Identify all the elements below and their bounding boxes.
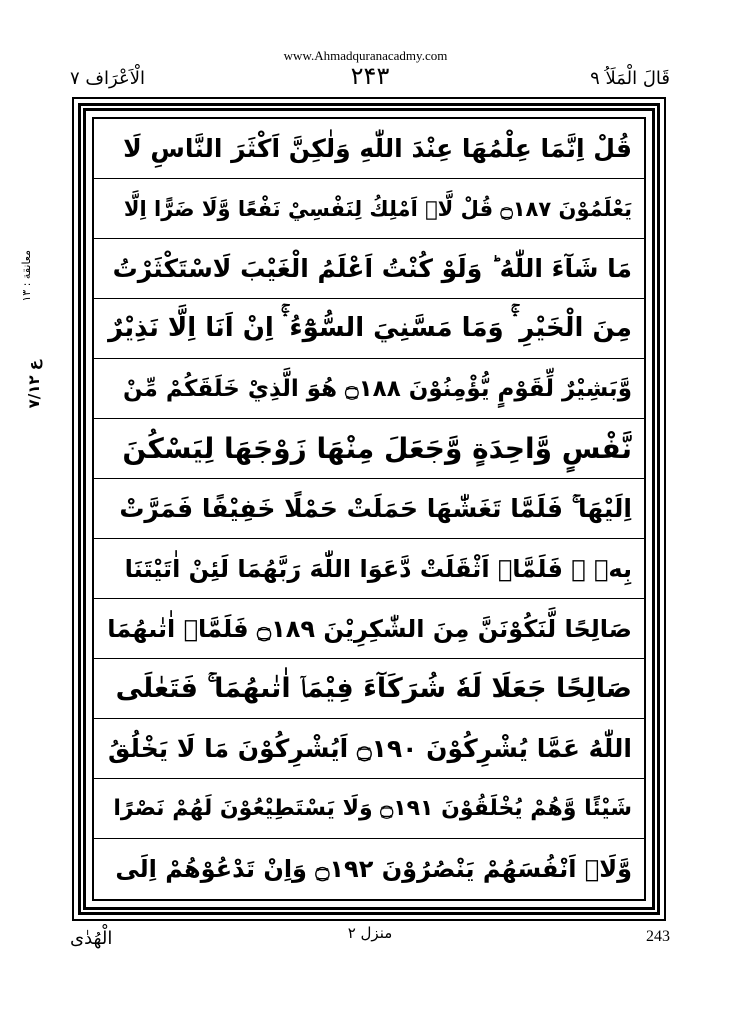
text-line: مَا شَآءَ اللّٰهُ ؕ وَلَوْ كُنْتُ اَعْلَمُ الْغَيْبَ لَاسْتَكْثَرْتُ	[94, 239, 644, 299]
text-line: اِلَيْهَا ۚ فَلَمَّا تَغَشّٰهَا حَمَلَتْ حَمْلًا خَفِيْفًا فَمَرَّتْ	[94, 479, 644, 539]
catchword: الْهُدٰى	[70, 928, 113, 949]
text-line: وَّبَشِيْرٌ لِّقَوْمٍ يُّؤْمِنُوْنَ ۝۱۸۸ هُوَ الَّذِيْ خَلَقَكُمْ مِّنْ	[94, 359, 644, 419]
surah-name: الْاَعْرَاف ۷	[70, 68, 145, 89]
text-line: وَّلَاۤ اَنْفُسَهُمْ يَنْصُرُوْنَ ۝۱۹۲ وَاِنْ تَدْعُوْهُمْ اِلَى	[115, 855, 632, 883]
text-line: مِنَ الْخَيْرِ ۛۚ وَمَا مَسَّنِيَ السُّوْٓءُ ۛۚ اِنْ اَنَا اِلَّا نَذِيْرٌ	[94, 299, 644, 359]
page-number: 243	[646, 928, 670, 945]
manzil-label: منزل ۲	[347, 924, 393, 942]
juz-name: قَالَ الْمَلَاُ ۹	[590, 68, 670, 89]
margin-note: معانقة : ۱۳	[20, 250, 33, 302]
text-line: صَالِحًا جَعَلَا لَهٗ شُرَكَآءَ فِيْمَاۤ اٰتٰىهُمَا ۚ فَتَعٰلَى	[94, 659, 644, 719]
page-footer	[70, 924, 670, 956]
text-line: نَّفْسٍ وَّاحِدَةٍ وَّجَعَلَ مِنْهَا زَوْجَهَا لِيَسْكُنَ	[94, 419, 644, 479]
page-number-arabic: ۲۴۳	[350, 62, 390, 90]
text-line: بِهٖ ۚ فَلَمَّاۤ اَثْقَلَتْ دَّعَوَا اللّٰهَ رَبَّهُمَا لَئِنْ اٰتَيْتَنَا	[94, 539, 644, 599]
text-line: قُلْ اِنَّمَا عِلْمُهَا عِنْدَ اللّٰهِ وَلٰكِنَّ اَكْثَرَ النَّاسِ لَا	[94, 119, 644, 179]
text-line: صَالِحًا لَّنَكُوْنَنَّ مِنَ الشّٰكِرِيْنَ ۝۱۸۹ فَلَمَّاۤ اٰتٰىهُمَا	[94, 599, 644, 659]
text-line: شَيْئًا وَّهُمْ يُخْلَقُوْنَ ۝۱۹۱ وَلَا يَسْتَطِيْعُوْنَ لَهُمْ نَصْرًا	[94, 779, 644, 839]
text-line: يَعْلَمُوْنَ ۝۱۸۷ قُلْ لَّاۤ اَمْلِكُ لِنَفْسِيْ نَفْعًا وَّلَا ضَرًّا اِلَّا	[94, 179, 644, 239]
quran-text-block	[94, 119, 644, 899]
ruku-mark: ع ۷/۱۲	[25, 360, 43, 409]
page-header	[70, 62, 670, 96]
website-url: www.Ahmadquranacadmy.com	[283, 48, 448, 63]
text-line: اللّٰهُ عَمَّا يُشْرِكُوْنَ ۝۱۹۰ اَيُشْرِكُوْنَ مَا لَا يَخْلُقُ	[94, 719, 644, 779]
